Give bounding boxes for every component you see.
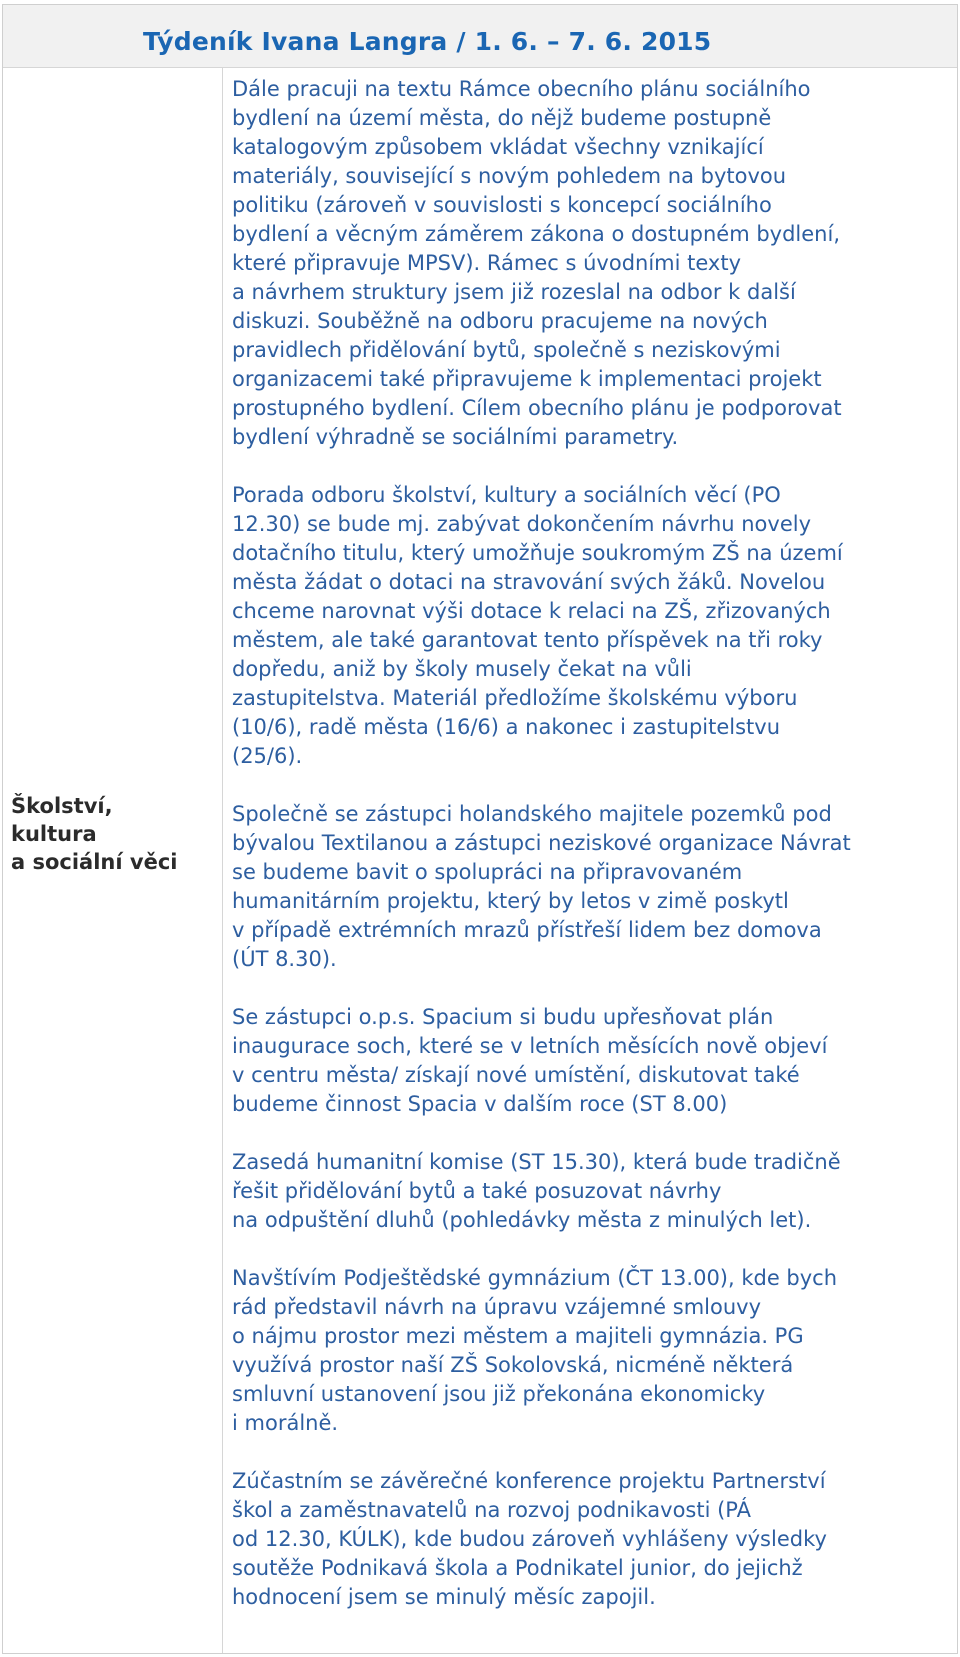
paragraph-line: rád představil návrh na úpravu vzájemné smlouvy xyxy=(232,1295,762,1319)
section-label-line: a sociální věci xyxy=(11,850,178,874)
paragraph-line: bydlení a věcným záměrem zákona o dostupném bydlení, xyxy=(232,222,841,246)
paragraph-line: Dále pracuji na textu Rámce obecního plánu sociálního xyxy=(232,77,811,101)
paragraph-line: se budeme bavit o spolupráci na připravovaném xyxy=(232,860,743,884)
column-divider xyxy=(222,67,223,1653)
paragraph-line: využívá prostor naší ZŠ Sokolovská, nicméně některá xyxy=(232,1353,794,1377)
report-paragraph xyxy=(232,481,952,771)
paragraph-line: Společně se zástupci holandského majitele pozemků pod xyxy=(232,802,832,826)
paragraph-line: hodnocení jsem se minulý měsíc zapojil. xyxy=(232,1585,656,1609)
paragraph-line: smluvní ustanovení jsou již překonána ekonomicky xyxy=(232,1382,766,1406)
paragraph-line: budeme činnost Spacia v dalším roce (ST 8.00) xyxy=(232,1092,728,1116)
paragraph-line: inaugurace soch, které se v letních měsících nově objeví xyxy=(232,1034,828,1058)
paragraph-line: politiku (zároveň v souvislosti s koncepcí sociálního xyxy=(232,193,772,217)
paragraph-line: a návrhem struktury jsem již rozeslal na odbor k další xyxy=(232,280,796,304)
paragraph-line: dopředu, aniž by školy musely čekat na vůli xyxy=(232,657,692,681)
paragraph-line: v případě extrémních mrazů přístřeší lidem bez domova xyxy=(232,918,822,942)
paragraph-line: pravidlech přidělování bytů, společně s neziskovými xyxy=(232,338,781,362)
paragraph-line: města žádat o dotaci na stravování svých žáků. Novelou xyxy=(232,570,826,594)
paragraph-line: dotačního titulu, který umožňuje soukromým ZŠ na území xyxy=(232,541,843,565)
report-paragraph xyxy=(232,75,952,452)
report-paragraph xyxy=(232,1467,952,1612)
paragraph-line: od 12.30, KÚLK), kde budou zároveň vyhlášeny výsledky xyxy=(232,1527,827,1551)
paragraph-line: řešit přidělování bytů a také posuzovat návrhy xyxy=(232,1179,722,1203)
paragraph-line: v centru města/ získají nové umístění, diskutovat také xyxy=(232,1063,800,1087)
paragraph-line: katalogovým způsobem vkládat všechny vznikající xyxy=(232,135,764,159)
paragraph-line: 12.30) se bude mj. zabývat dokončením návrhu novely xyxy=(232,512,812,536)
paragraph-line: které připravuje MPSV). Rámec s úvodními texty xyxy=(232,251,742,275)
section-label-line: Školství, xyxy=(11,794,113,818)
paragraph-line: bydlení výhradně se sociálními parametry. xyxy=(232,425,679,449)
paragraph-line: škol a zaměstnavatelů na rozvoj podnikavosti (PÁ xyxy=(232,1498,751,1522)
page-title: Týdeník Ivana Langra / 1. 6. – 7. 6. 2015 xyxy=(143,27,712,56)
section-label xyxy=(11,792,216,876)
paragraph-line: Porada odboru školství, kultury a sociálních věcí (PO xyxy=(232,483,781,507)
paragraph-line: (10/6), radě města (16/6) a nakonec i zastupitelstvu xyxy=(232,715,781,739)
paragraph-line: organizacemi také připravujeme k implementaci projekt xyxy=(232,367,822,391)
paragraph-line: městem, ale také garantovat tento příspěvek na tři roky xyxy=(232,628,823,652)
paragraph-line: i morálně. xyxy=(232,1411,339,1435)
paragraph-line: materiály, související s novým pohledem na bytovou xyxy=(232,164,787,188)
paragraph-line: bydlení na území města, do nějž budeme postupně xyxy=(232,106,772,130)
paragraph-line: Navštívím Podještědské gymnázium (ČT 13.00), kde bych xyxy=(232,1266,838,1290)
report-paragraph xyxy=(232,1003,952,1119)
report-content xyxy=(232,75,952,1641)
title-bar xyxy=(3,5,957,68)
report-paragraph xyxy=(232,1148,952,1235)
paragraph-line: (ÚT 8.30). xyxy=(232,947,337,971)
report-paragraph xyxy=(232,800,952,974)
paragraph-line: prostupného bydlení. Cílem obecního plánu je podporovat xyxy=(232,396,842,420)
report-paragraph xyxy=(232,1264,952,1438)
section-label-line: kultura xyxy=(11,822,97,846)
paragraph-line: chceme narovnat výši dotace k relaci na ZŠ, zřizovaných xyxy=(232,599,831,623)
paragraph-line: Se zástupci o.p.s. Spacium si budu upřesňovat plán xyxy=(232,1005,774,1029)
paragraph-line: zastupitelstva. Materiál předložíme školskému výboru xyxy=(232,686,798,710)
paragraph-line: na odpuštění dluhů (pohledávky města z minulých let). xyxy=(232,1208,812,1232)
paragraph-line: diskuzi. Souběžně na odboru pracujeme na nových xyxy=(232,309,768,333)
paragraph-line: humanitárním projektu, který by letos v zimě poskytl xyxy=(232,889,789,913)
paragraph-line: bývalou Textilanou a zástupci neziskové organizace Návrat xyxy=(232,831,851,855)
paragraph-line: (25/6). xyxy=(232,744,303,768)
paragraph-line: Zasedá humanitní komise (ST 15.30), která bude tradičně xyxy=(232,1150,841,1174)
weekly-report-page xyxy=(2,4,958,1654)
paragraph-line: Zúčastním se závěrečné konference projektu Partnerství xyxy=(232,1469,826,1493)
paragraph-line: soutěže Podnikavá škola a Podnikatel junior, do jejichž xyxy=(232,1556,803,1580)
paragraph-line: o nájmu prostor mezi městem a majiteli gymnázia. PG xyxy=(232,1324,804,1348)
